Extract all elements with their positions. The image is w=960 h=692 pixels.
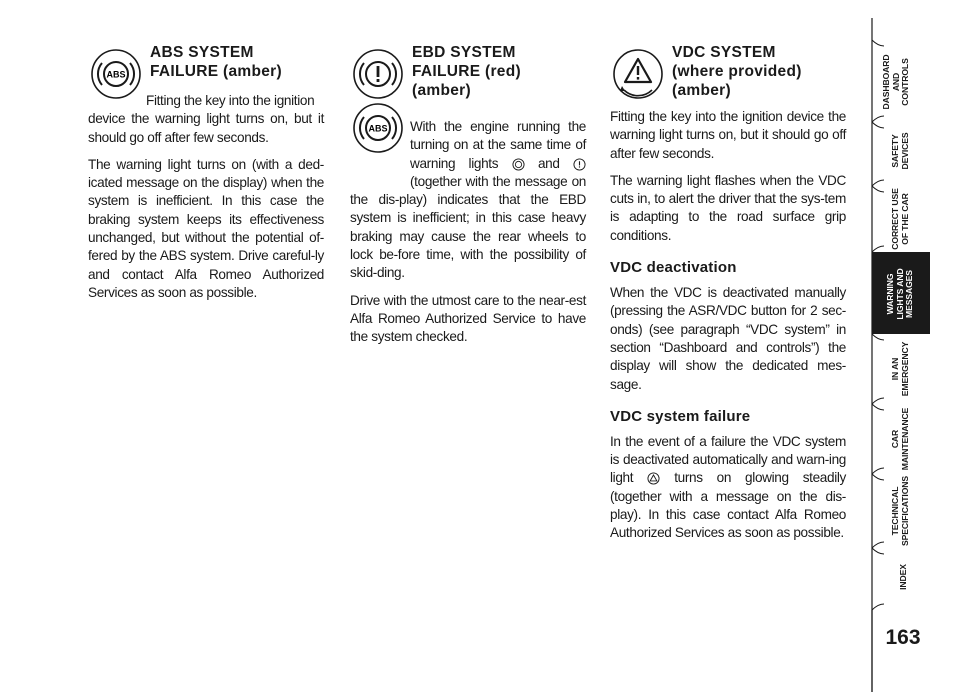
nav-tab-line: MAINTENANCE: [899, 407, 910, 471]
abs-paragraph-1-rest: device the warning light turns on, but it should go off after few seconds.: [88, 111, 324, 145]
nav-tab-line: INDEX: [898, 564, 908, 590]
nav-tab-line: AND: [890, 72, 901, 92]
abs-title: [150, 43, 282, 81]
vdc-paragraph-4: [610, 433, 846, 543]
abs-paragraph-2: The warning light turns on (with a ded-icated message on the display) when the system is inefficient. In this case the braking system keeps its effectiveness unchanged, but without the potential of-fered by the ABS system. Drive careful-ly and contact Alfa Romeo Authorized Services as soon as possible.: [88, 156, 324, 300]
nav-tab-line: SAFETY: [890, 134, 900, 168]
vdc-paragraph-2: The warning light flashes when the VDC cuts in, to alert the driver that the sys-tem is adapting to the road surface grip conditions.: [610, 172, 846, 243]
vdc-header: [610, 40, 846, 108]
abs-warning-icon: [88, 46, 144, 102]
ebd-section: [350, 40, 586, 356]
nav-tab-line: EMERGENCY: [899, 341, 910, 397]
ebd-paragraph-2: Drive with the utmost care to the near-est Alfa Romeo Authorized Service to have the system checked.: [350, 292, 586, 345]
abs-title-line1: ABS SYSTEM: [150, 44, 254, 61]
nav-tab-line: LIGHTS AND: [894, 268, 905, 320]
page-number: 163: [885, 626, 921, 649]
svg-text:ABS: ABS: [106, 69, 126, 80]
nav-tab-line: WARNING: [885, 273, 895, 315]
ebd-title-line2: FAILURE (red): [412, 63, 521, 80]
vdc-warning-icon: [610, 46, 666, 102]
vdc-failure-heading: VDC system failure: [610, 407, 751, 425]
nav-tab-line: IN AN: [890, 357, 900, 381]
ebd-title-line1: EBD SYSTEM: [412, 44, 516, 61]
vdc-deactivation-heading: VDC deactivation: [610, 259, 737, 277]
nav-tab-line: CONTROLS: [900, 58, 911, 106]
nav-tab-line: TECHNICAL: [890, 486, 900, 536]
nav-tab-correct-use[interactable]: [891, 179, 921, 259]
ebd-title: [412, 43, 521, 100]
abs-warning-icon: [512, 158, 525, 171]
vdc-warning-icon: [647, 472, 660, 485]
abs-title-line2: FAILURE (amber): [150, 63, 282, 80]
nav-tab-safety-devices[interactable]: [891, 121, 921, 181]
vdc-title-line3: (amber): [672, 82, 731, 99]
ebd-paragraph-1-b: (together with the message on the dis-play) indicates that the EBD system is inefficient; in this case heavy braking may cause the rear wheels to lock be-fore time, with the possibility of skid-ding.: [350, 173, 586, 281]
ebd-paragraph-1-a: With the engine running the turning on at the same time of warning lights: [410, 119, 586, 171]
nav-tab-line: DEVICES: [899, 132, 910, 170]
vdc-title: [672, 43, 802, 100]
ebd-title-line3: (amber): [412, 82, 471, 99]
vdc-paragraph-1: Fitting the key into the ignition device the warning light turns on, but it should go off after few seconds.: [610, 109, 846, 161]
nav-tab-warning-lights-active[interactable]: [886, 256, 926, 332]
nav-tab-dashboard-and-controls[interactable]: [882, 42, 930, 122]
abs-section: [88, 40, 324, 311]
brake-warning-icon: [350, 46, 406, 102]
nav-tab-technical-specifications[interactable]: [891, 461, 921, 561]
abs-paragraph-1-lead: Fitting the key into the ignition: [146, 93, 315, 108]
abs-warning-icon: [350, 100, 406, 156]
nav-tab-line: DASHBOARD: [881, 54, 891, 110]
vdc-title-line2: (where provided): [672, 63, 802, 80]
vdc-paragraph-4-b: turns on glowing steadily (together with a message on the dis-play). In this case contact Alfa Romeo Authorized Services as soon as possible.: [610, 470, 846, 541]
vdc-paragraph-4-a: In the event of a failure the VDC system is deactivated automatically and warn-ing light: [610, 433, 846, 486]
nav-tab-line: SPECIFICATIONS: [899, 475, 910, 547]
ebd-header: [350, 40, 586, 100]
abs-header: [88, 40, 324, 110]
nav-tab-line: MESSAGES: [904, 270, 915, 318]
vdc-paragraph-3: When the VDC is deactivated manually (pressing the ASR/VDC button for 2 sec-onds) (see paragraph “VDC system” in section “Dashboard and controls”) the display will show the dedicated mes-sage.: [610, 285, 846, 392]
ebd-paragraph-1-and: and: [537, 155, 560, 171]
vdc-section: [610, 40, 846, 552]
brake-warning-icon: [573, 158, 586, 171]
nav-tab-line: CORRECT USE: [890, 188, 900, 250]
nav-tab-line: CAR: [890, 429, 900, 449]
vdc-title-line1: VDC SYSTEM: [672, 44, 776, 61]
nav-tab-line: OF THE CAR: [899, 193, 910, 245]
svg-text:ABS: ABS: [368, 123, 388, 134]
nav-tab-index[interactable]: [899, 547, 913, 607]
